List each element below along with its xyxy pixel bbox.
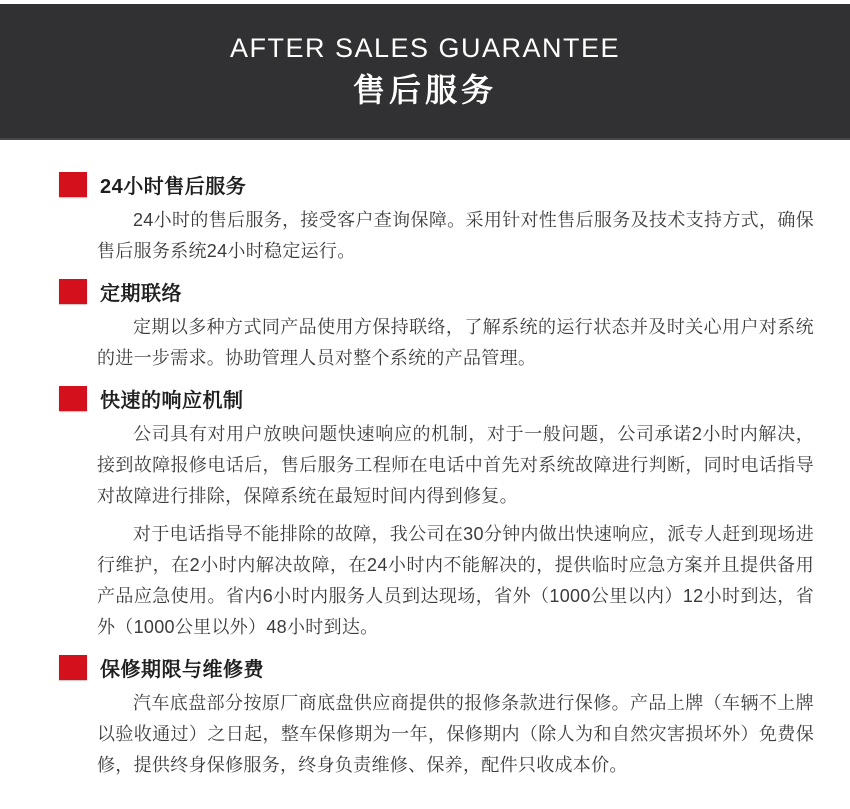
section-header <box>59 277 814 306</box>
red-square-bullet-icon <box>59 655 87 680</box>
banner <box>0 4 850 140</box>
after-sales-page <box>0 4 850 809</box>
section-title: 保修期限与维修费 <box>100 659 264 681</box>
section-paragraph: 公司具有对用户放映问题快速响应的机制，对于一般问题，公司承诺2小时内解决，接到故障报修电话后，售后服务工程师在电话中首先对系统故障进行判断，同时电话指导对故障进行排除，保障系统在最短时间内得到修复。 <box>97 424 814 506</box>
section-paragraph: 24小时的售后服务，接受客户查询保障。采用针对性售后服务及技术支持方式，确保售后服务系统24小时稳定运行。 <box>97 210 814 261</box>
section-title: 24小时售后服务 <box>100 176 247 198</box>
red-square-bullet-icon <box>59 172 87 197</box>
section-header <box>59 170 814 199</box>
section-paragraph: 汽车底盘部分按原厂商底盘供应商提供的报修条款进行保修。产品上牌（车辆不上牌以验收通过）之日起，整车保修期为一年，保修期内（除人为和自然灾害损坏外）免费保修，提供终身保修服务，终身负责维修、保养，配件只收成本价。 <box>97 693 814 775</box>
service-section <box>59 653 814 781</box>
section-header <box>59 384 814 413</box>
banner-title-english: AFTER SALES GUARANTEE <box>229 33 621 63</box>
service-section <box>59 170 814 267</box>
red-square-bullet-icon <box>59 386 87 411</box>
section-paragraph: 定期以多种方式同产品使用方保持联络，了解系统的运行状态并及时关心用户对系统的进一步需求。协助管理人员对整个系统的产品管理。 <box>97 317 814 368</box>
red-square-bullet-icon <box>59 279 87 304</box>
section-title: 定期联络 <box>100 283 182 305</box>
service-section <box>59 384 814 643</box>
service-section <box>59 277 814 374</box>
banner-title-chinese: 售后服务 <box>352 72 497 108</box>
section-title: 快速的响应机制 <box>100 390 244 412</box>
section-header <box>59 653 814 682</box>
section-paragraph: 对于电话指导不能排除的故障，我公司在30分钟内做出快速响应，派专人赶到现场进行维护，在2小时内解决故障，在24小时内不能解决的，提供临时应急方案并且提供备用产品应急使用。省内6小时内服务人员到达现场，省外（1000公里以内）12小时到达，省外（1000公里以外）48小时到达。 <box>97 524 814 637</box>
sections-container <box>0 140 850 781</box>
